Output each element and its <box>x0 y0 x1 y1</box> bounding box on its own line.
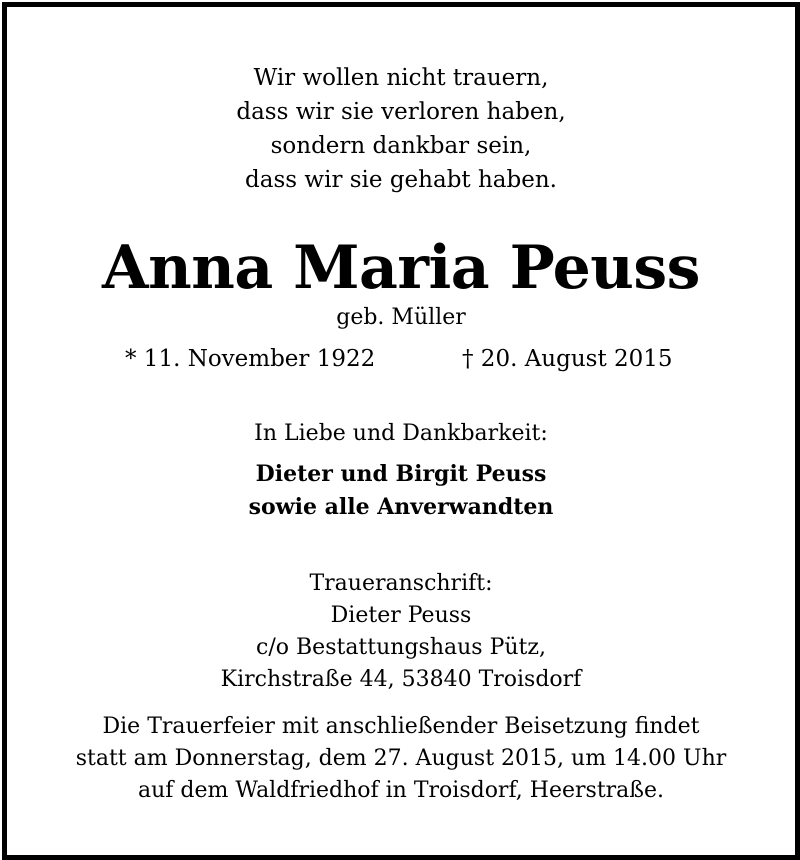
poem-line: sondern dankbar sein, <box>270 133 532 159</box>
mourners-intro: In Liebe und Dankbarkeit: <box>254 421 548 446</box>
death-date: † 20. August 2015 <box>462 346 673 372</box>
obituary-content <box>7 7 795 855</box>
mourners-names <box>7 458 795 524</box>
mourning-address <box>7 568 795 696</box>
ceremony-line: auf dem Waldfriedhof in Troisdorf, Heerstraße. <box>137 778 665 803</box>
poem-line: dass wir sie verloren haben, <box>236 99 566 125</box>
mourner-line: sowie alle Anverwandten <box>248 494 554 520</box>
memorial-poem <box>7 61 795 197</box>
mourner-line: Dieter und Birgit Peuss <box>255 461 547 487</box>
obituary-frame <box>2 2 800 860</box>
maiden-name: geb. Müller <box>336 305 466 330</box>
poem-line: dass wir sie gehabt haben. <box>245 167 557 193</box>
birth-date: * 11. November 1922 <box>125 346 376 372</box>
ceremony-line: statt am Donnerstag, dem 27. August 2015, um 14.00 Uhr <box>75 746 727 771</box>
address-line: c/o Bestattungshaus Pütz, <box>256 635 546 660</box>
poem-line: Wir wollen nicht trauern, <box>253 65 549 91</box>
address-line: Dieter Peuss <box>330 603 472 628</box>
funeral-ceremony-notice <box>7 711 795 807</box>
address-line: Traueranschrift: <box>309 571 493 596</box>
address-line: Kirchstraße 44, 53840 Troisdorf <box>220 667 582 692</box>
deceased-name: Anna Maria Peuss <box>102 233 700 303</box>
ceremony-line: Die Trauerfeier mit anschließender Beisetzung findet <box>102 714 700 739</box>
